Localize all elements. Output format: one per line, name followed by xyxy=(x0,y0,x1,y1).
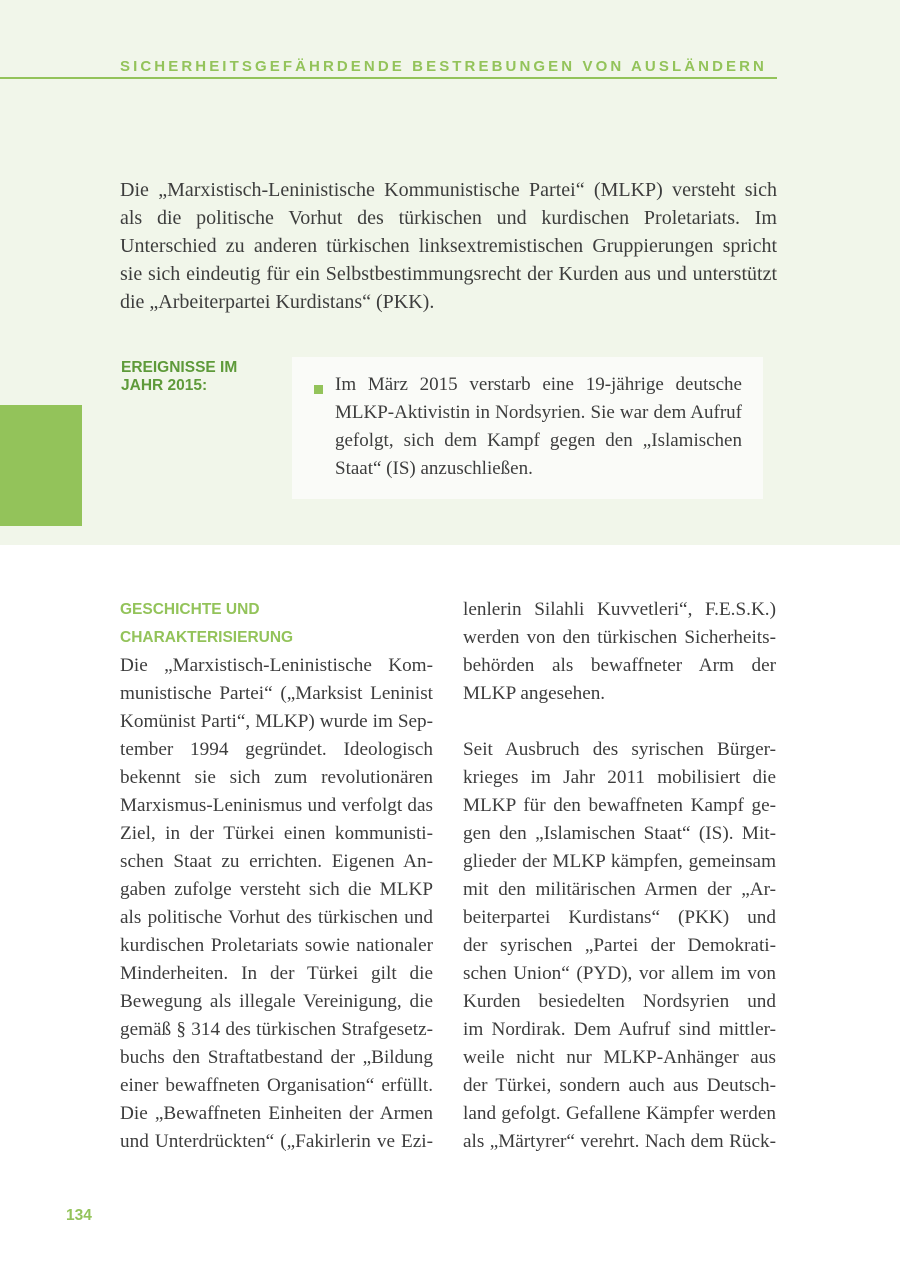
right-column xyxy=(463,596,776,1156)
text-line: Ziel, in der Türkei einen kommunisti- xyxy=(120,823,433,844)
events-label-line1: EREIGNISSE IM xyxy=(121,359,238,376)
page-number: 134 xyxy=(66,1207,92,1224)
text-line: schen Staat zu errichten. Eigenen An- xyxy=(120,851,433,872)
text-line: der syrischen „Partei der Demokrati- xyxy=(463,935,776,956)
text-line: gemäß § 314 des türkischen Strafgesetz- xyxy=(120,1019,433,1040)
text-line: schen Union“ (PYD), vor allem im von xyxy=(463,963,776,984)
section-heading-line2: CHARAKTERISIERUNG xyxy=(120,629,294,646)
text-line: MLKP für den bewaffneten Kampf ge- xyxy=(463,795,776,816)
text-line: lenlerin Silahli Kuvvetleri“, F.E.S.K.) xyxy=(463,599,776,620)
text-line: Kurden besiedelten Nordsyrien und xyxy=(463,991,776,1012)
text-line: einer bewaffneten Organisation“ erfüllt. xyxy=(120,1075,433,1096)
intro-paragraph: Die „Marxistisch-Leninistische Kommunistische Partei“ (MLKP) versteht sich als die politische Vorhut des türkischen und kurdischen Proletariats. Im Unterschied zu anderen türkischen linksextremistischen Gruppierungen spricht sie sich eindeutig für ein Selbstbestimmungsrecht der Kurden aus und unterstützt die „Arbeiterpartei Kurdistans“ (PKK). xyxy=(120,179,777,313)
text-line: mit den militärischen Armen der „Ar- xyxy=(463,879,776,900)
text-line: im Nordirak. Dem Aufruf sind mittler- xyxy=(463,1019,776,1040)
text-line: krieges im Jahr 2011 mobilisiert die xyxy=(463,767,776,788)
square-bullet-icon xyxy=(314,385,323,394)
side-color-tab xyxy=(0,405,82,526)
text-line: Marxismus-Leninismus und verfolgt das xyxy=(120,795,433,816)
section-heading-line1: GESCHICHTE UND xyxy=(120,601,260,618)
text-line: der Türkei, sondern auch aus Deutsch- xyxy=(463,1075,776,1096)
text-line: Seit Ausbruch des syrischen Bürger- xyxy=(463,739,776,760)
text-line: werden von den türkischen Sicherheits- xyxy=(463,627,776,648)
text-line: buchs den Straftatbestand der „Bildung xyxy=(120,1047,433,1068)
text-line: glieder der MLKP kämpfen, gemeinsam xyxy=(463,851,776,872)
text-line: Die „Bewaffneten Einheiten der Armen xyxy=(120,1103,433,1124)
text-line: Bewegung als illegale Vereinigung, die xyxy=(120,991,433,1012)
text-line: als politische Vorhut des türkischen und xyxy=(120,907,433,928)
text-line: beiterpartei Kurdistans“ (PKK) und xyxy=(463,907,776,928)
body-paragraph xyxy=(463,736,776,1156)
left-column xyxy=(120,596,433,1156)
header-rule xyxy=(0,77,777,79)
events-box xyxy=(292,357,763,499)
text-line: land gefolgt. Gefallene Kämpfer werden xyxy=(463,1103,776,1124)
text-line: munistische Partei“ („Marksist Leninist xyxy=(120,683,433,704)
text-line: MLKP angesehen. xyxy=(463,683,606,704)
text-line: bekennt sie sich zum revolutionären xyxy=(120,767,433,788)
events-label-line2: JAHR 2015: xyxy=(121,377,208,394)
text-line: kurdischen Proletariats sowie nationaler xyxy=(120,935,433,956)
running-header: SICHERHEITSGEFÄHRDENDE BESTREBUNGEN VON AUSLÄNDERN xyxy=(120,58,767,75)
text-line: weile nicht nur MLKP-Anhänger aus xyxy=(463,1047,776,1068)
text-line: gen den „Islamischen Staat“ (IS). Mit- xyxy=(463,823,776,844)
body-paragraph xyxy=(463,596,776,708)
body-paragraph xyxy=(120,652,433,1156)
text-line: gaben zufolge versteht sich die MLKP xyxy=(120,879,433,900)
event-item: Im März 2015 verstarb eine 19-jährige deutsche MLKP-Aktivistin in Nordsyrien. Sie war dem Aufruf gefolgt, sich dem Kampf gegen den „Islamischen Staat“ (IS) anzuschließen. xyxy=(335,374,742,479)
text-line: Minderheiten. In der Türkei gilt die xyxy=(120,963,433,984)
text-line: Komünist Parti“, MLKP) wurde im Sep- xyxy=(120,711,433,732)
text-line: behörden als bewaffneter Arm der xyxy=(463,655,776,676)
events-label xyxy=(121,359,281,395)
text-line: tember 1994 gegründet. Ideologisch xyxy=(120,739,433,760)
text-line: als „Märtyrer“ verehrt. Nach dem Rück- xyxy=(463,1131,776,1152)
text-line: und Unterdrückten“ („Fakirlerin ve Ezi- xyxy=(120,1131,433,1152)
text-line: Die „Marxistisch-Leninistische Kom- xyxy=(120,655,433,676)
section-heading xyxy=(120,596,433,652)
